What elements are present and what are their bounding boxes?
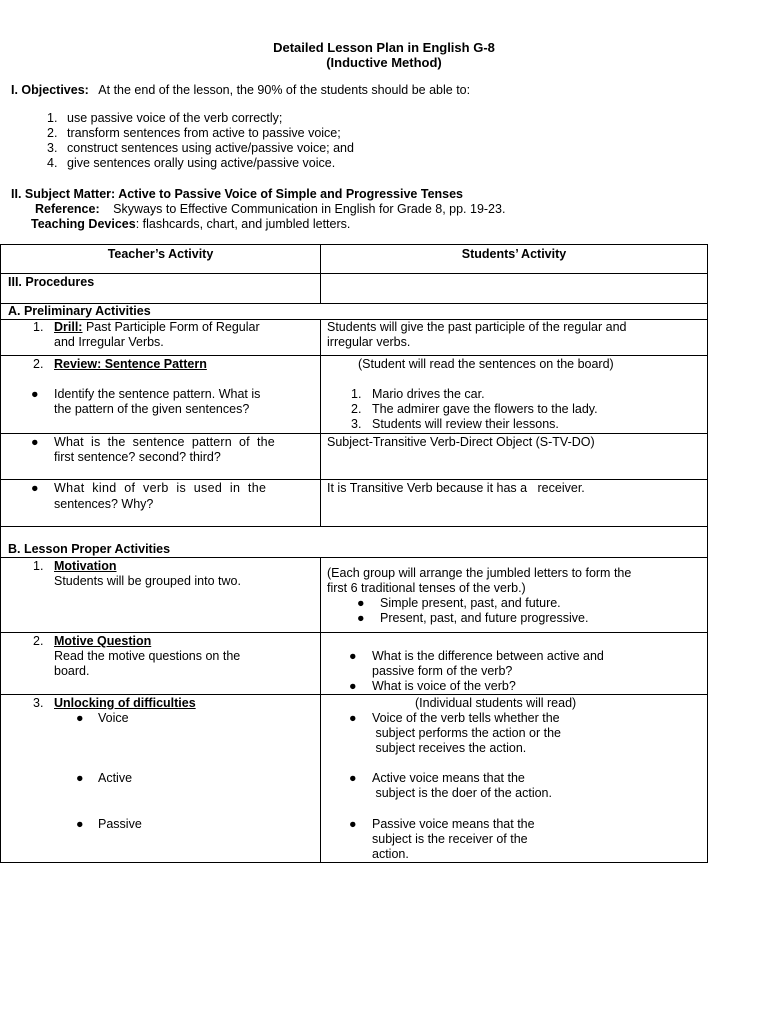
motivation-students-line-1: (Each group will arrange the jumbled letters to form the (327, 566, 632, 580)
list-item: The admirer gave the flowers to the lady. (372, 402, 598, 416)
bullet-icon: ● (349, 771, 357, 785)
definition-voice-line-3: subject receives the action. (372, 741, 527, 755)
definition-active-line-2: subject is the doer of the action. (372, 786, 552, 800)
drill-students-line-1: Students will give the past participle of the regular and (327, 320, 627, 334)
motive-text-line-2: board. (54, 664, 90, 678)
table-row: 1. Motivation Students will be grouped into two. (Each group will arrange the jumbled letters to form the first 6 traditional tenses of the verb.) ● Simple present, past, and future. ● Present, past, and future progressive. (1, 558, 708, 633)
bullet-icon: ● (31, 481, 39, 495)
page-title: Detailed Lesson Plan in English G-8 (273, 40, 495, 55)
definition-passive-line-2: subject is the receiver of the (372, 832, 528, 846)
pattern-question-line-1: What is the sentence pattern of the (54, 435, 275, 449)
bullet-icon: ● (76, 771, 84, 785)
reference-line (35, 202, 505, 217)
verb-question-line-2: sentences? Why? (54, 497, 154, 511)
list-item: Simple present, past, and future. (380, 596, 561, 610)
table-row: 2. Motive Question Read the motive questions on the board. ● What is the difference between active and passive form of the verb? ● What is voice of the verb? (1, 633, 708, 695)
unlocking-label: Unlocking of difficulties (54, 696, 196, 710)
term-voice: Voice (98, 711, 129, 725)
table-header-row (1, 245, 708, 274)
list-item: What is voice of the verb? (372, 679, 516, 693)
definition-voice-line-2: subject performs the action or the (372, 726, 561, 740)
list-item: 1. use passive voice of the verb correctly; (47, 111, 283, 125)
list-item: 2. transform sentences from active to passive voice; (47, 126, 341, 140)
page-subtitle: (Inductive Method) (326, 55, 442, 70)
table-row: 3. Unlocking of difficulties ● Voice ● Active ● Passive (Individual students will read) ● Voice of the verb tells whether the subject performs the action or the subject receives the action. ● Active voice means that the subject is the doer of the action. ● Passive voice means that the subject is the receiver of the action. (1, 695, 708, 863)
procedures-heading: III. Procedures (1, 274, 321, 304)
bullet-icon: ● (349, 817, 357, 831)
table-row (1, 527, 708, 558)
definition-passive-line-3: action. (372, 847, 409, 861)
bullet-icon: ● (349, 679, 357, 693)
bullet-icon: ● (31, 387, 39, 401)
pattern-answer: Subject-Transitive Verb-Direct Object (S-TV-DO) (327, 435, 595, 449)
teaching-devices-label: Teaching Devices (31, 217, 136, 231)
list-item: 3. construct sentences using active/passive voice; and (47, 141, 354, 155)
table-row: 1. Drill: Past Participle Form of Regular and Irregular Verbs. Students will give the past participle of the regular and irregular verbs. (1, 320, 708, 356)
definition-passive-line-1: Passive voice means that the (372, 817, 535, 831)
motive-text-line-1: Read the motive questions on the (54, 649, 241, 663)
procedures-table (0, 244, 708, 863)
reference-label: Reference: (35, 202, 100, 216)
list-item: Present, past, and future progressive. (380, 611, 589, 625)
verb-question-line-1: What kind of verb is used in the (54, 481, 267, 495)
bullet-icon: ● (357, 596, 365, 610)
motivation-students-line-2: first 6 traditional tenses of the verb.) (327, 581, 526, 595)
reference-text: Skyways to Effective Communication in English for Grade 8, pp. 19-23. (113, 202, 506, 216)
list-item-continuation: passive form of the verb? (372, 664, 513, 678)
table-row (1, 304, 708, 320)
teaching-devices-line (31, 217, 350, 232)
drill-line-2: and Irregular Verbs. (54, 335, 164, 349)
definition-voice-line-1: Voice of the verb tells whether the (372, 711, 560, 725)
drill-line-1: Drill: Past Participle Form of Regular (54, 320, 260, 334)
review-bullet-line-2: the pattern of the given sentences? (54, 402, 250, 416)
list-item: Mario drives the car. (372, 387, 485, 401)
bullet-icon: ● (349, 711, 357, 725)
review-students-head: (Student will read the sentences on the board) (358, 357, 614, 371)
section-a-heading: A. Preliminary Activities (1, 304, 708, 320)
section-b-heading: B. Lesson Proper Activities (8, 542, 171, 556)
bullet-icon: ● (357, 611, 365, 625)
bullet-icon: ● (31, 435, 39, 449)
bullet-icon: ● (76, 817, 84, 831)
definition-active-line-1: Active voice means that the (372, 771, 525, 785)
bullet-icon: ● (349, 649, 357, 663)
motivation-label: Motivation (54, 559, 117, 573)
verb-answer: It is Transitive Verb because it has a receiver. (327, 481, 585, 495)
table-row: 2. Review: Sentence Pattern ● Identify the sentence pattern. What is the pattern of the given sentences? (Student will read the sentences on the board) 1. Mario drives the car. 2. The admirer gave the flowers to the lady. 3. Students will review their lessons. (1, 356, 708, 434)
list-item: What is the difference between active and (372, 649, 604, 663)
table-row (1, 480, 708, 527)
motivation-text: Students will be grouped into two. (54, 574, 241, 588)
objectives-heading (11, 83, 470, 98)
table-row (1, 434, 708, 480)
bullet-icon: ● (76, 711, 84, 725)
review-label: Review: Sentence Pattern (54, 357, 207, 371)
table-row (1, 274, 708, 304)
subject-matter-heading: II. Subject Matter: Active to Passive Voice of Simple and Progressive Tenses (11, 187, 464, 201)
motive-question-label: Motive Question (54, 634, 152, 648)
drill-students-line-2: irregular verbs. (327, 335, 411, 349)
objectives-intro: At the end of the lesson, the 90% of the students should be able to: (98, 83, 471, 97)
unlock-students-head: (Individual students will read) (415, 696, 577, 710)
column-header-students: Students’ Activity (321, 245, 708, 274)
review-bullet-line-1: Identify the sentence pattern. What is (54, 387, 261, 401)
pattern-question-line-2: first sentence? second? third? (54, 450, 221, 464)
column-header-teacher: Teacher’s Activity (1, 245, 321, 274)
teaching-devices-text: : flashcards, chart, and jumbled letters. (135, 217, 351, 231)
objectives-label: I. Objectives: (11, 83, 89, 97)
term-active: Active (98, 771, 133, 785)
objectives-list (47, 111, 354, 171)
list-item: 4. give sentences orally using active/passive voice. (47, 156, 336, 170)
term-passive: Passive (98, 817, 142, 831)
list-item: Students will review their lessons. (372, 417, 559, 431)
